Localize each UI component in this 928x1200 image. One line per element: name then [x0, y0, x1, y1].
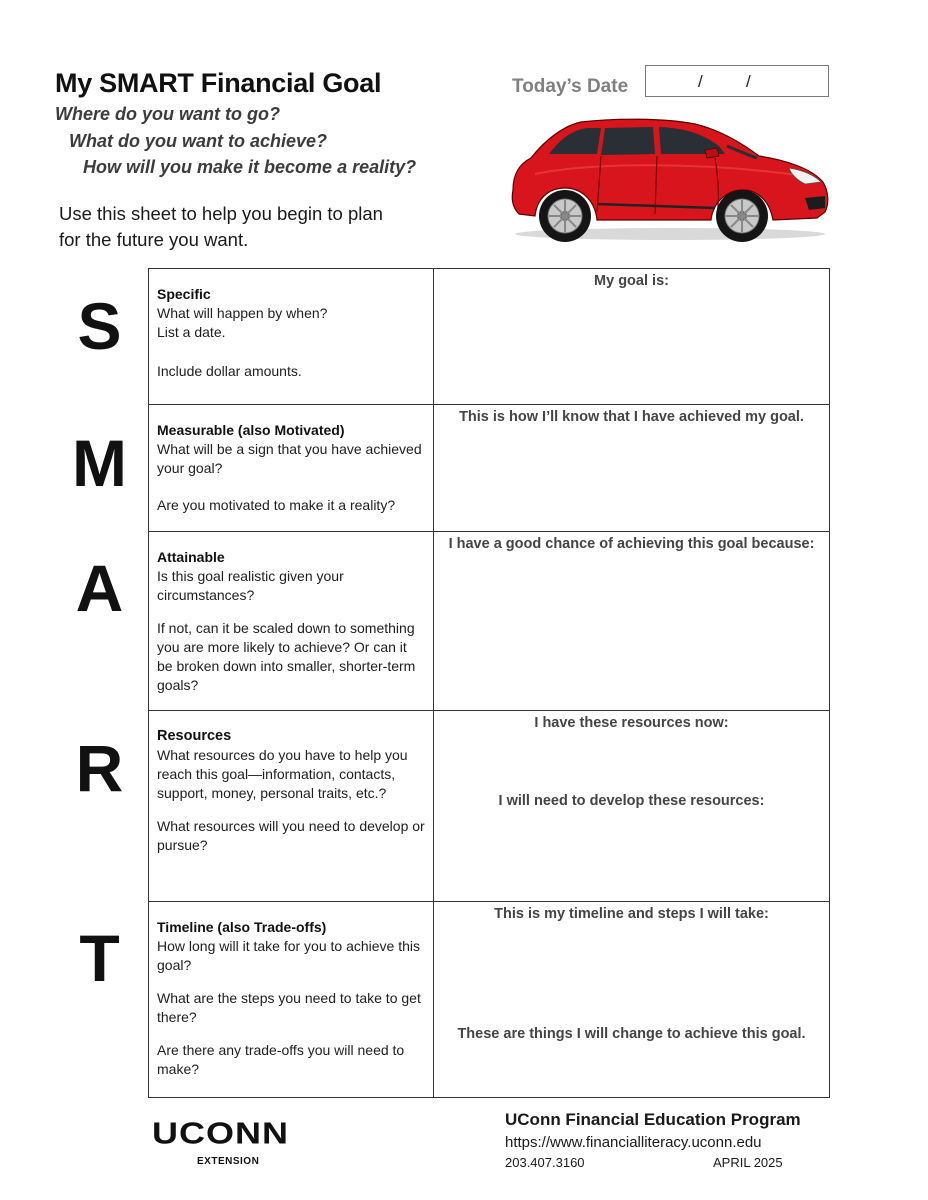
table-row-resources	[149, 711, 830, 902]
specific-line-2: List a date.	[157, 324, 226, 340]
timeline-line-3: Are there any trade-offs you will need to make?	[157, 1042, 405, 1077]
program-name: UConn Financial Education Program	[505, 1110, 801, 1129]
date-slash-2: /	[746, 72, 751, 91]
measurable-line-2: Are you motivated to make it a reality?	[157, 497, 396, 513]
question-where: Where do you want to go?	[55, 104, 280, 124]
specific-line-1: What will happen by when?	[157, 305, 328, 321]
resources-line-1: What resources do you have to help you reach this goal—information, contacts, support, money, personal traits, etc.?	[157, 747, 408, 801]
letter-r: R	[75, 731, 124, 805]
footer-contact	[505, 1110, 801, 1170]
letter-s: S	[77, 289, 122, 363]
measurable-heading: Measurable (also Motivated)	[157, 422, 345, 438]
measurable-answer-area[interactable]	[434, 405, 830, 532]
measurable-line-1: What will be a sign that you have achieved your goal?	[157, 441, 422, 476]
resources-heading: Resources	[157, 728, 232, 744]
resources-prompt-develop: I will need to develop these resources:	[498, 793, 765, 809]
resources-description	[149, 711, 434, 902]
date-field[interactable]	[645, 65, 829, 97]
timeline-line-1: How long will it take for you to achieve this goal?	[157, 938, 421, 973]
revision-date: APRIL 2025	[713, 1155, 783, 1170]
uconn-extension-logo	[152, 1115, 289, 1167]
resources-prompt-now: I have these resources now:	[534, 715, 729, 731]
table-row-measurable	[149, 405, 830, 532]
program-url[interactable]: https://www.financialliteracy.uconn.edu	[505, 1134, 762, 1151]
measurable-description	[149, 405, 434, 532]
attainable-prompt: I have a good chance of achieving this goal because:	[448, 536, 815, 552]
timeline-heading: Timeline (also Trade-offs)	[157, 919, 327, 935]
attainable-heading: Attainable	[157, 549, 225, 565]
extension-wordmark: EXTENSION	[197, 1156, 260, 1167]
resources-answer-area[interactable]	[434, 711, 830, 902]
smart-goal-table	[148, 268, 830, 1098]
phone-row	[505, 1155, 785, 1170]
letter-a: A	[75, 551, 124, 625]
date-slash-1: /	[698, 72, 703, 91]
letter-m: M	[72, 426, 127, 500]
attainable-answer-area[interactable]	[434, 532, 830, 711]
intro-text	[59, 201, 383, 253]
timeline-answer-area[interactable]	[434, 902, 830, 1098]
attainable-line-2: If not, can it be scaled down to something you are more likely to achieve? Or can it be broken down into smaller, shorter-term goals?	[157, 620, 416, 693]
specific-description	[149, 269, 434, 405]
letter-t: T	[79, 921, 120, 995]
intro-line-2: for the future you want.	[59, 229, 249, 250]
table-row-specific	[149, 269, 830, 405]
timeline-description	[149, 902, 434, 1098]
specific-prompt: My goal is:	[594, 273, 669, 289]
question-how: How will you make it become a reality?	[83, 157, 417, 177]
intro-line-1: Use this sheet to help you begin to plan	[59, 203, 383, 224]
resources-line-2: What resources will you need to develop or pursue?	[157, 818, 425, 853]
uconn-wordmark: UCONN	[152, 1115, 289, 1151]
specific-line-3: Include dollar amounts.	[157, 363, 302, 379]
timeline-prompt-changes: These are things I will change to achieve this goal.	[457, 1026, 806, 1042]
measurable-prompt: This is how I’ll know that I have achieved my goal.	[459, 409, 804, 425]
red-car-icon	[505, 112, 835, 247]
timeline-prompt: This is my timeline and steps I will take:	[494, 906, 769, 922]
specific-answer-area[interactable]	[434, 269, 830, 405]
phone-number: 203.407.3160	[505, 1155, 585, 1170]
attainable-line-1: Is this goal realistic given your circumstances?	[157, 568, 344, 603]
table-row-attainable	[149, 532, 830, 711]
attainable-description	[149, 532, 434, 711]
question-what: What do you want to achieve?	[69, 131, 328, 151]
date-label: Today’s Date	[512, 76, 629, 97]
timeline-line-2: What are the steps you need to take to get there?	[157, 990, 421, 1025]
table-row-timeline	[149, 902, 830, 1098]
specific-heading: Specific	[157, 286, 211, 302]
page-title: My SMART Financial Goal	[55, 68, 382, 98]
